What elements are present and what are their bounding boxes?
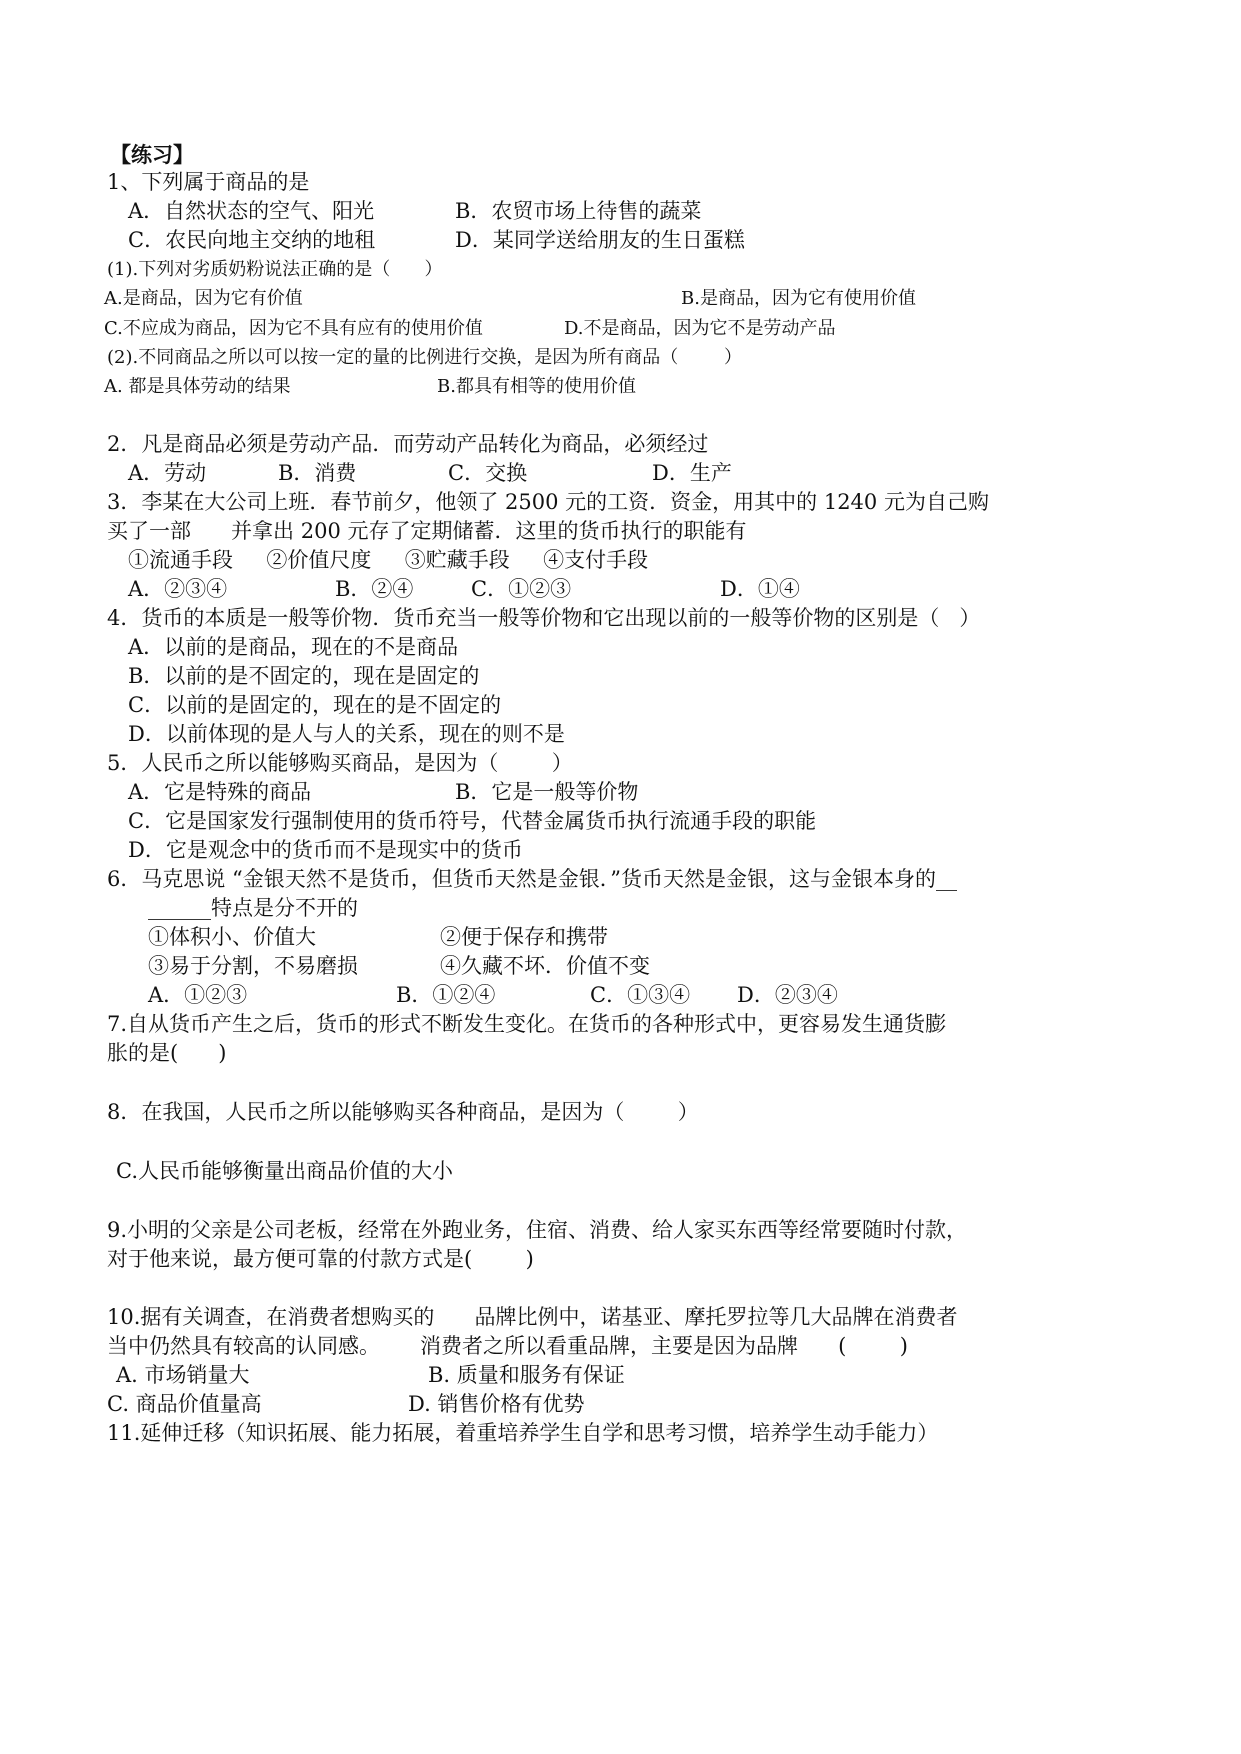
option: A.是商品，因为它有价值: [104, 288, 303, 309]
question-10: 10.据有关调查，在消费者想购买的 品牌比例中，诺基亚、摩托罗拉等几大品牌在消费者: [107, 1305, 958, 1329]
question-1: 1、下列属于商品的是: [107, 170, 310, 194]
sub-question: (2).不同商品之所以可以按一定的量的比例进行交换，是因为所有商品（ ）: [107, 347, 742, 368]
question-10-continued: 当中仍然具有较高的认同感。 消费者之所以看重品牌，主要是因为品牌 ( ): [107, 1334, 908, 1358]
question-2: 2．凡是商品必须是劳动产品．而劳动产品转化为商品，必须经过: [107, 432, 709, 456]
option: A. 市场销量大: [116, 1363, 250, 1387]
option: C．①②③: [471, 577, 572, 601]
option: A. 都是具体劳动的结果: [104, 376, 291, 397]
statement: ④久藏不坏．价值不变: [440, 954, 650, 978]
option: D．某同学送给朋友的生日蛋糕: [455, 228, 745, 252]
option: A．自然状态的空气、阳光: [128, 199, 375, 223]
option: D．①④: [720, 577, 800, 601]
option: C. 商品价值量高: [107, 1392, 262, 1416]
question-9: 9.小明的父亲是公司老板，经常在外跑业务，住宿、消费、给人家买东西等经常要随时付款，: [107, 1218, 968, 1242]
option: D．②③④: [737, 983, 838, 1007]
question-4: 4．货币的本质是一般等价物．货币充当一般等价物和它出现以前的一般等价物的区别是（ ）: [107, 606, 981, 630]
statement: ①体积小、价值大: [148, 925, 316, 949]
statement: ②便于保存和携带: [440, 925, 608, 949]
option: C．它是国家发行强制使用的货币符号，代替金属货币执行流通手段的职能: [128, 809, 817, 833]
option: B．消费: [278, 461, 357, 485]
question-7-continued: 胀的是( ): [107, 1041, 227, 1065]
option: B.都具有相等的使用价值: [437, 376, 636, 397]
question-6-continued: ______特点是分不开的: [148, 896, 358, 920]
option: B．①②④: [396, 983, 496, 1007]
question-7: 7.自从货币产生之后，货币的形式不断发生变化。在货币的各种形式中，更容易发生通货膨: [107, 1012, 947, 1036]
question-3-continued: 买了一部 并拿出 200 元存了定期储蓄．这里的货币执行的职能有: [107, 519, 747, 543]
statement-list: ①流通手段 ②价值尺度 ③贮藏手段 ④支付手段: [128, 548, 649, 572]
option: B．农贸市场上待售的蔬菜: [455, 199, 702, 223]
option: D．生产: [652, 461, 732, 485]
option: B．②④: [335, 577, 414, 601]
sub-question: (1).下列对劣质奶粉说法正确的是（ ）: [107, 259, 443, 280]
option: D.不是商品，因为它不是劳动产品: [564, 318, 836, 339]
option: A．劳动: [128, 461, 207, 485]
option: C.人民币能够衡量出商品价值的大小: [116, 1159, 453, 1183]
option: D. 销售价格有优势: [408, 1392, 585, 1416]
question-6: 6．马克思说 “金银天然不是货币，但货币天然是金银．”货币天然是金银，这与金银本身的__: [107, 867, 958, 891]
option: C．①③④: [590, 983, 691, 1007]
option: B．以前的是不固定的，现在是固定的: [128, 664, 480, 688]
option: B. 质量和服务有保证: [428, 1363, 625, 1387]
option: A．②③④: [128, 577, 228, 601]
option: C．交换: [448, 461, 528, 485]
question-5: 5．人民币之所以能够购买商品，是因为（ ）: [107, 751, 573, 775]
section-heading: 【练习】: [110, 142, 194, 167]
option: A．以前的是商品，现在的不是商品: [128, 635, 459, 659]
option: A．①②③: [148, 983, 248, 1007]
option: D．以前体现的是人与人的关系，现在的则不是: [128, 722, 565, 746]
option: C．以前的是固定的，现在的是不固定的: [128, 693, 502, 717]
option: B．它是一般等价物: [455, 780, 639, 804]
option: C．农民向地主交纳的地租: [128, 228, 376, 252]
option: C.不应成为商品，因为它不具有应有的使用价值: [104, 318, 483, 339]
option: A．它是特殊的商品: [128, 780, 312, 804]
question-9-continued: 对于他来说，最方便可靠的付款方式是( ): [107, 1247, 534, 1271]
option: D．它是观念中的货币而不是现实中的货币: [128, 838, 523, 862]
option: B.是商品，因为它有使用价值: [681, 288, 916, 309]
question-3: 3．李某在大公司上班．春节前夕，他领了 2500 元的工资．资金，用其中的 1240 元为自己购: [107, 490, 989, 514]
statement: ③易于分割，不易磨损: [148, 954, 358, 978]
question-8: 8．在我国，人民币之所以能够购买各种商品，是因为（ ）: [107, 1100, 699, 1124]
question-11: 11.延伸迁移（知识拓展、能力拓展，着重培养学生自学和思考习惯，培养学生动手能力）: [107, 1421, 939, 1445]
